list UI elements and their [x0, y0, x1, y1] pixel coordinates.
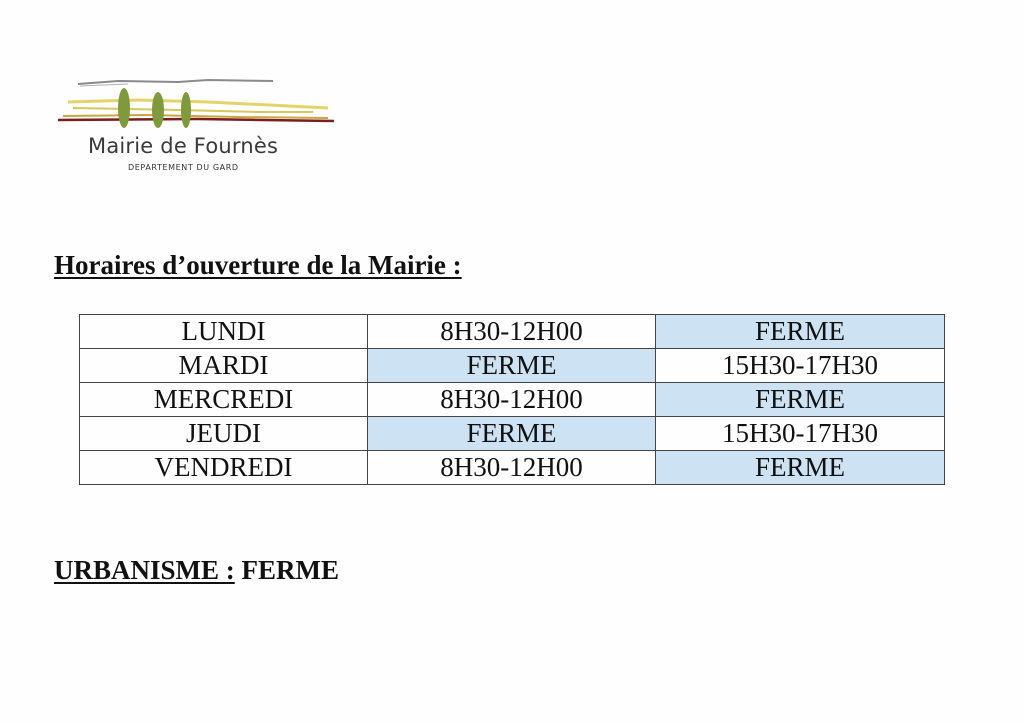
- morning-hours-cell: 8H30-12H00: [368, 451, 656, 485]
- logo-subtitle: DEPARTEMENT DU GARD: [128, 163, 239, 172]
- table-row: [80, 315, 945, 349]
- landscape-logo-graphic: [58, 72, 338, 132]
- day-cell: MERCREDI: [80, 383, 368, 417]
- page-title-text: Horaires d’ouverture de la Mairie :: [54, 250, 462, 280]
- urbanisme-line: [54, 555, 339, 586]
- afternoon-hours-cell: 15H30-17H30: [656, 349, 945, 383]
- morning-hours-cell: 8H30-12H00: [368, 383, 656, 417]
- mairie-logo: [58, 72, 338, 182]
- urbanisme-label: URBANISME :: [54, 555, 235, 585]
- day-cell: JEUDI: [80, 417, 368, 451]
- table-row: [80, 451, 945, 485]
- logo-name: Mairie de Fournès: [88, 134, 279, 158]
- afternoon-hours-cell: 15H30-17H30: [656, 417, 945, 451]
- day-cell: MARDI: [80, 349, 368, 383]
- morning-hours-cell: FERME: [368, 417, 656, 451]
- table-row: [80, 417, 945, 451]
- urbanisme-status: FERME: [241, 555, 340, 585]
- day-cell: LUNDI: [80, 315, 368, 349]
- page-title: [54, 250, 462, 281]
- morning-hours-cell: FERME: [368, 349, 656, 383]
- afternoon-hours-cell: FERME: [656, 451, 945, 485]
- table-row: [80, 349, 945, 383]
- morning-hours-cell: 8H30-12H00: [368, 315, 656, 349]
- afternoon-hours-cell: FERME: [656, 315, 945, 349]
- day-cell: VENDREDI: [80, 451, 368, 485]
- afternoon-hours-cell: FERME: [656, 383, 945, 417]
- opening-hours-table: [79, 314, 945, 485]
- table-row: [80, 383, 945, 417]
